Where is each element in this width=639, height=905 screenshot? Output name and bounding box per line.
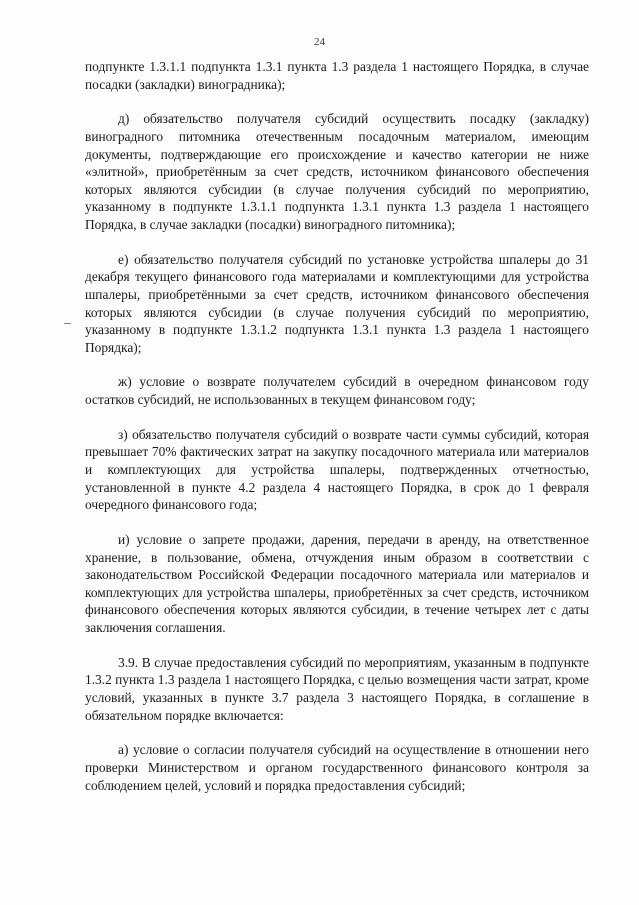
page-number: 24 bbox=[314, 36, 325, 48]
paragraph-a: а) условие о согласии получателя субсидий на осуществление в отношении него проверки Министерством и органом государственного финансового контроля за соблюдением целей, условий и порядка предоставления субсидий; bbox=[85, 742, 589, 793]
paragraph-z: з) обязательство получателя субсидий о возврате части суммы субсидий, которая превышает 70% фактических затрат на закупку посадочного материала или материалов и комплектующих для устройства шпалеры, подтвержденных отчетностью, установленной в пункте 4.2 раздела 4 настоящего Порядка, в срок до 1 февраля очередного финансового года; bbox=[85, 426, 589, 513]
scan-artifact-mark bbox=[64, 323, 71, 324]
paragraph-d: д) обязательство получателя субсидий осуществить посадку (закладку) виноградного питомника отечественным посадочным материалом, имеющим документы, подтверждающие его происхождение и качество категории не ниже «элитной», приобретённым за счет средств, источником финансового обеспечения которых являются субсидии (в случае получения субсидий по мероприятию, указанному в подпункте 1.3.1.1 подпункта 1.3.1 пункта 1.3 раздела 1 настоящего Порядка, в случае закладки (посадки) виноградного питомника); bbox=[85, 111, 589, 232]
paragraph-i: и) условие о запрете продажи, дарения, передачи в аренду, на ответственное хранение, в пользование, обмена, отчуждения иным образом в соответствии с законодательством Российской Федерации посадочного материала или материалов и комплектующих для устройства шпалеры, приобретённых за счет средств, источником финансового обеспечения которых являются субсидии, в течение четырех лет с даты заключения соглашения. bbox=[85, 532, 589, 635]
paragraph-3-9: 3.9. В случае предоставления субсидий по мероприятиям, указанным в подпункте 1.3.2 пункта 1.3 раздела 1 настоящего Порядка, с целью возмещения части затрат, кроме условий, указанных в пункте 3.7 раздела 3 настоящего Порядка, в соглашение в обязательном порядке включается: bbox=[85, 654, 589, 723]
paragraph-continuation: подпункте 1.3.1.1 подпункта 1.3.1 пункта 1.3 раздела 1 настоящего Порядка, в случае посадки (закладки) виноградника); bbox=[85, 59, 589, 92]
paragraph-zh: ж) условие о возврате получателем субсидий в очередном финансовом году остатков субсидий, не использованных в текущем финансовом году; bbox=[85, 374, 589, 408]
document-body bbox=[85, 58, 589, 811]
paragraph-e: е) обязательство получателя субсидий по установке устройства шпалеры до 31 декабря текущего финансового года материалами и комплектующими для устройства шпалеры, приобретёнными за счет средств, источником финансового обеспечения которых являются субсидии (в случае получения субсидий по мероприятию, указанному в подпункте 1.3.1.2 подпункта 1.3.1 пункта 1.3 раздела 1 настоящего Порядка); bbox=[85, 251, 589, 355]
